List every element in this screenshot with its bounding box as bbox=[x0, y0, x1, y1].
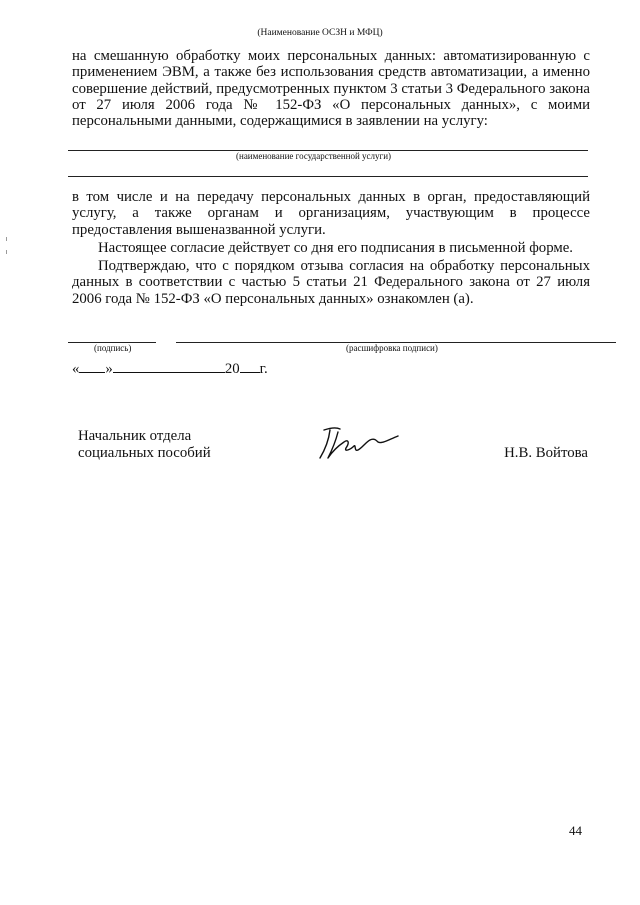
date-suffix: г. bbox=[259, 361, 268, 377]
date-line bbox=[72, 360, 268, 378]
signer-title bbox=[78, 428, 211, 463]
page-number: 44 bbox=[569, 823, 582, 838]
decryption-caption: (расшифровка подписи) bbox=[346, 343, 438, 353]
signer-title-line-1: Начальник отдела bbox=[78, 428, 192, 444]
service-name-line-2 bbox=[68, 176, 588, 177]
handwritten-signature bbox=[316, 424, 402, 464]
consent-paragraph-1: на смешанную обработку моих персональных данных: автоматизированную с применением ЭВМ, а также без использования средств автоматизации, а именно совершение действий, предусмотренных пунктом 3 статьи 3 Федерального закона от 27 июля 2006 года № 152-ФЗ «О персональных данных», с моими персональными данными, содержащимися в заявлении на услугу: bbox=[72, 48, 590, 130]
consent-paragraph-3 bbox=[72, 240, 590, 256]
date-year-prefix: 20 bbox=[224, 361, 240, 377]
scan-edge-mark bbox=[6, 250, 7, 254]
consent-paragraph-2: в том числе и на передачу персональных данных в орган, предоставляющий услугу, а также органам и организациям, участвующим в процессе предоставления вышеназванной услуги. bbox=[72, 189, 590, 238]
date-year-blank bbox=[240, 360, 260, 373]
date-close-quote: » bbox=[105, 361, 113, 377]
scan-edge-mark bbox=[6, 237, 7, 241]
signer-title-line-2: социальных пособий bbox=[78, 445, 211, 462]
date-open-quote: « bbox=[72, 361, 80, 377]
consent-paragraph-4 bbox=[72, 258, 590, 307]
signature-caption: (подпись) bbox=[94, 343, 132, 353]
date-month-blank bbox=[113, 360, 225, 373]
consent-paragraph-3-text: Настоящее согласие действует со дня его подписания в письменной форме. bbox=[98, 240, 574, 256]
header-caption: (Наименование ОСЗН и МФЦ) bbox=[257, 28, 383, 38]
consent-paragraph-4-text: Подтверждаю, что с порядком отзыва согласия на обработку персональных данных в соответствии с частью 5 статьи 21 Федерального закона от 27 июля 2006 года № 152-ФЗ «О персональных данных» ознакомлен (а). bbox=[72, 258, 590, 307]
date-day-blank bbox=[79, 360, 105, 373]
signer-name: Н.В. Войтова bbox=[504, 445, 588, 461]
service-name-caption: (наименование государственной услуги) bbox=[236, 151, 392, 161]
